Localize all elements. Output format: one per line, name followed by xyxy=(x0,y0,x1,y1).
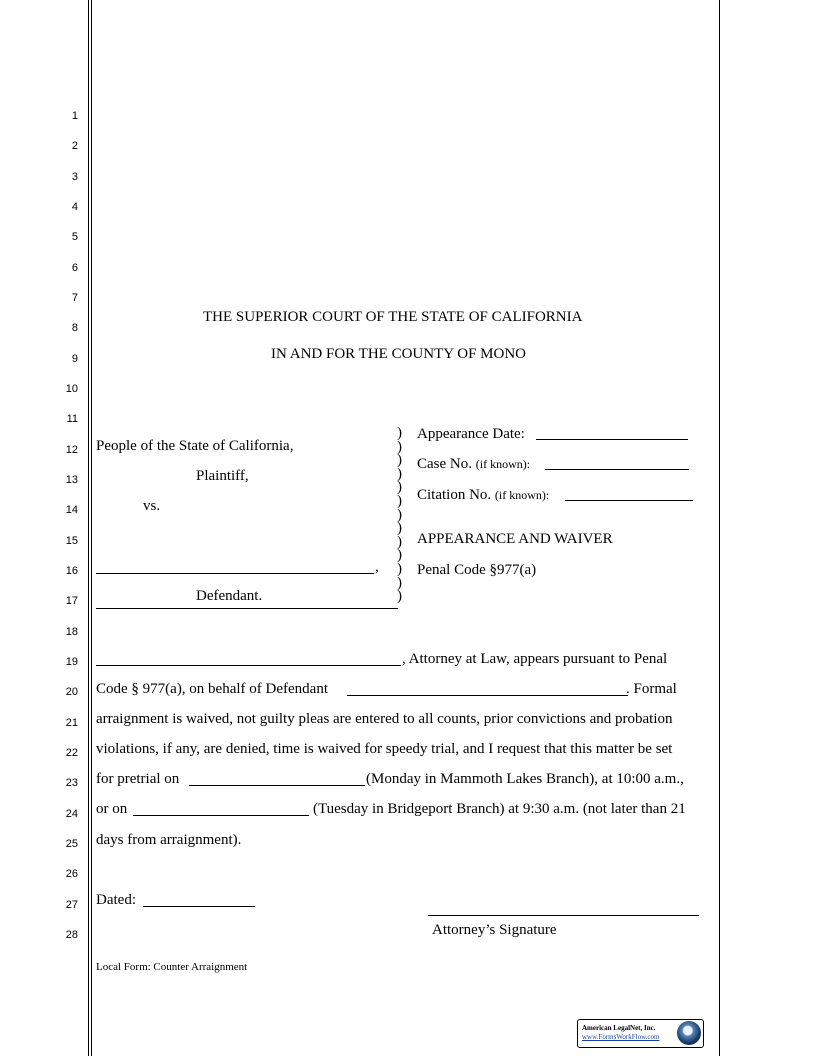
caption-paren: ) xyxy=(397,547,402,564)
caption-bottom-line xyxy=(96,608,398,609)
caption-paren: ) xyxy=(397,438,402,455)
vendor-url[interactable]: www.FormsWorkFlow.com xyxy=(582,1033,660,1041)
signature-line[interactable] xyxy=(428,915,699,916)
line-number: 25 xyxy=(65,837,78,850)
body-line-6b: (Tuesday in Bridgeport Branch) at 9:30 a.m. (not later than 21 xyxy=(313,801,686,817)
line-number: 28 xyxy=(65,928,78,941)
line-number: 3 xyxy=(71,170,78,183)
citation-no-field[interactable] xyxy=(565,500,693,501)
line-number: 20 xyxy=(65,686,78,699)
case-no-label: Case No. xyxy=(417,456,472,472)
line-number: 18 xyxy=(65,625,78,638)
vendor-name: American LegalNet, Inc. xyxy=(582,1024,656,1032)
defendant-comma: , xyxy=(375,559,379,575)
line-number: 17 xyxy=(65,595,78,608)
body-line-1: , Attorney at Law, appears pursuant to Penal xyxy=(402,651,668,667)
line-number: 4 xyxy=(71,200,78,213)
caption-paren: ) xyxy=(397,520,402,537)
line-number: 11 xyxy=(66,413,78,426)
caption-paren: ) xyxy=(397,506,402,523)
caption-paren: ) xyxy=(397,425,402,441)
globe-logo-icon xyxy=(677,1021,701,1045)
line-number: 6 xyxy=(71,261,78,274)
citation-no-label: Citation No. xyxy=(417,487,492,503)
line-number: 26 xyxy=(65,868,78,881)
vendor-badge[interactable] xyxy=(577,1019,704,1048)
line-number: 27 xyxy=(65,898,78,911)
pretrial-date-monday-field[interactable] xyxy=(189,785,365,786)
court-title: THE SUPERIOR COURT OF THE STATE OF CALIFORNIA xyxy=(203,309,583,325)
line-number: 8 xyxy=(71,322,78,335)
caption-paren: ) xyxy=(397,493,402,509)
caption-paren: ) xyxy=(397,533,402,550)
right-margin-line xyxy=(719,0,720,1056)
caption-paren: ) xyxy=(397,574,402,591)
appearance-date-label: Appearance Date: xyxy=(417,426,525,442)
body-line-5a: for pretrial on xyxy=(96,771,180,787)
body-line-6a: or on xyxy=(96,801,128,817)
caption-paren: ) xyxy=(397,588,402,605)
citation-no-row xyxy=(417,486,549,504)
form-name: Local Form: Counter Arraignment xyxy=(96,961,248,973)
line-number: 23 xyxy=(65,777,78,790)
left-margin-line-outer xyxy=(88,0,89,1056)
plaintiff-name: People of the State of California, xyxy=(96,438,294,454)
case-no-field[interactable] xyxy=(545,469,689,470)
caption-paren: ) xyxy=(397,561,402,577)
line-number: 13 xyxy=(65,473,78,486)
line-number: 12 xyxy=(65,443,78,456)
line-number: 9 xyxy=(71,352,78,365)
left-margin-line-inner xyxy=(91,0,92,1056)
body-line-2a: Code § 977(a), on behalf of Defendant xyxy=(96,681,329,697)
line-number: 7 xyxy=(71,291,78,304)
caption-paren: ) xyxy=(397,452,402,469)
plaintiff-label: Plaintiff, xyxy=(196,468,249,484)
line-number: 16 xyxy=(65,564,78,577)
attorney-name-field[interactable] xyxy=(96,665,401,666)
attorney-signature-label: Attorney’s Signature xyxy=(432,922,557,938)
defendant-name-line[interactable] xyxy=(96,573,374,574)
court-county: IN AND FOR THE COUNTY OF MONO xyxy=(271,346,527,362)
case-no-row xyxy=(417,455,530,473)
line-number: 24 xyxy=(65,807,78,820)
body-line-5b: (Monday in Mammoth Lakes Branch), at 10:00 a.m., xyxy=(366,771,684,787)
line-number: 21 xyxy=(65,716,78,729)
line-number: 2 xyxy=(71,140,78,153)
line-number: 22 xyxy=(65,746,78,759)
caption-paren: ) xyxy=(397,479,402,496)
pretrial-date-tuesday-field[interactable] xyxy=(133,815,309,816)
body-line-3: arraignment is waived, not guilty pleas are entered to all counts, prior convictions and probation xyxy=(96,711,673,727)
body-line-7: days from arraignment). xyxy=(96,832,242,848)
line-number: 15 xyxy=(65,534,78,547)
document-title: APPEARANCE AND WAIVER xyxy=(417,531,613,547)
appearance-date-field[interactable] xyxy=(536,439,688,440)
body-line-2b: . Formal xyxy=(626,681,677,697)
penal-code: Penal Code §977(a) xyxy=(417,562,537,578)
versus-label: vs. xyxy=(143,498,161,514)
dated-field[interactable] xyxy=(143,906,255,907)
case-no-note: (if known): xyxy=(475,457,531,471)
line-number: 19 xyxy=(65,655,78,668)
line-number: 1 xyxy=(71,110,78,122)
citation-no-note: (if known): xyxy=(494,488,550,502)
dated-label: Dated: xyxy=(96,892,136,908)
body-line-4: violations, if any, are denied, time is waived for speedy trial, and I request that this matter be set xyxy=(96,741,673,757)
line-number: 14 xyxy=(65,504,78,517)
line-number: 10 xyxy=(65,382,78,395)
line-number: 5 xyxy=(71,231,78,244)
defendant-name-field[interactable] xyxy=(347,695,628,696)
caption-paren: ) xyxy=(397,465,402,482)
defendant-label: Defendant. xyxy=(196,588,263,604)
